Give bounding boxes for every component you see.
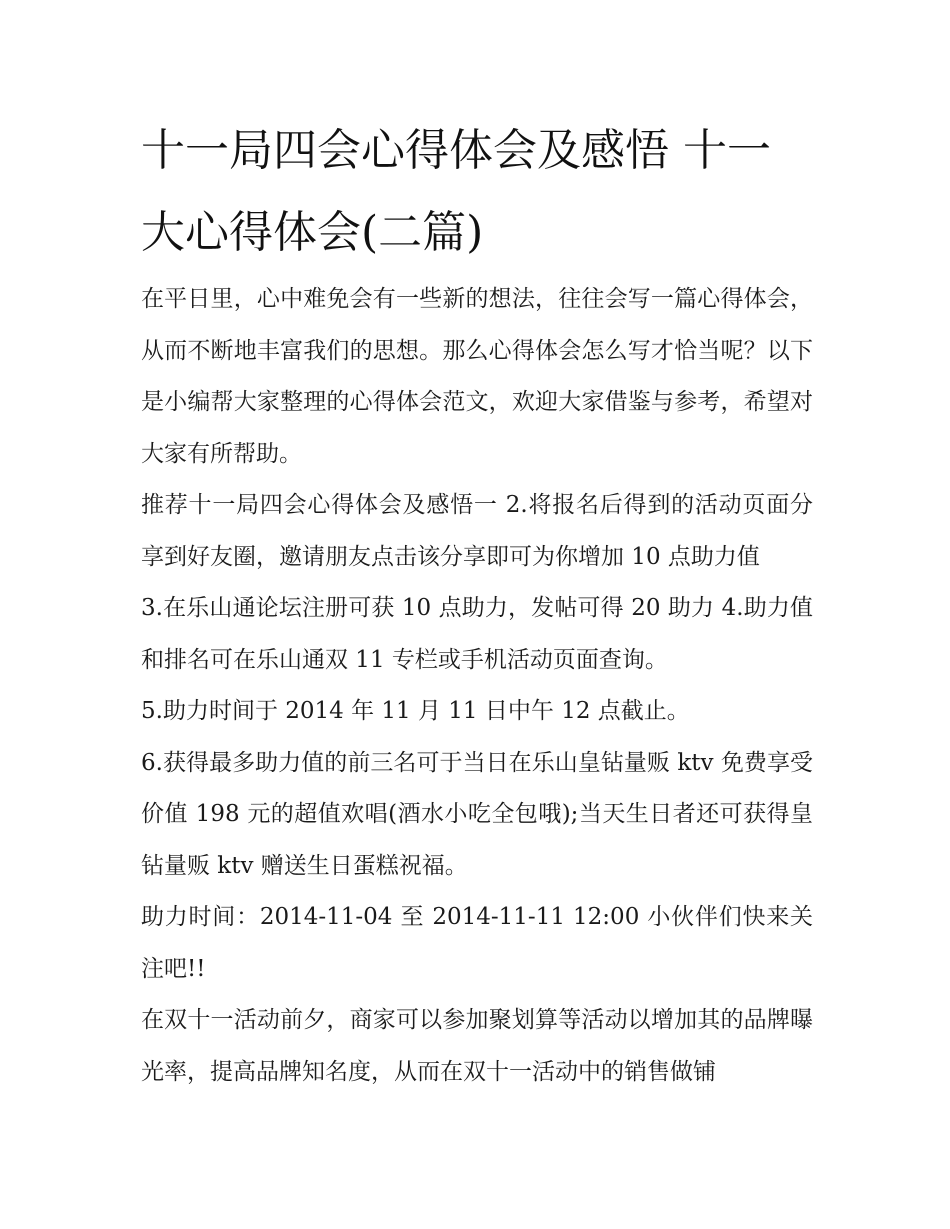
- paragraph-time: 助力时间：2014-11-04 至 2014-11-11 12:00 小伙伴们快来关注吧!!: [141, 904, 813, 982]
- paragraph-step-5: 5.助力时间于 2014 年 11 月 11 日中午 12 点截止。: [141, 698, 690, 724]
- paragraph-step-3-4: 3.在乐山通论坛注册可获 10 点助力，发帖可得 20 助力 4.助力值和排名可在乐山通双 11 专栏或手机活动页面查询。: [141, 595, 813, 673]
- paragraph-intro: 在平日里，心中难免会有一些新的想法，往往会写一篇心得体会，从而不断地丰富我们的思想。那么心得体会怎么写才恰当呢？以下是小编帮大家整理的心得体会范文，欢迎大家借鉴与参考，希望对大家有所帮助。: [141, 286, 813, 467]
- paragraph-step-2: 推荐十一局四会心得体会及感悟一 2.将报名后得到的活动页面分享到好友圈，邀请朋友点击该分享即可为你增加 10 点助力值: [141, 492, 813, 570]
- paragraph-step-6: 6.获得最多助力值的前三名可于当日在乐山皇钻量贩 ktv 免费享受价值 198 元的超值欢唱(酒水小吃全包哦);当天生日者还可获得皇钻量贩 ktv 赠送生日蛋糕祝福。: [141, 749, 813, 879]
- document-title: 十一局四会心得体会及感悟 十一大心得体会(二篇): [141, 125, 771, 258]
- paragraph-closing: 在双十一活动前夕，商家可以参加聚划算等活动以增加其的品牌曝光率，提高品牌知名度，从而在双十一活动中的销售做铺: [141, 1007, 813, 1085]
- document-page: [141, 110, 813, 1098]
